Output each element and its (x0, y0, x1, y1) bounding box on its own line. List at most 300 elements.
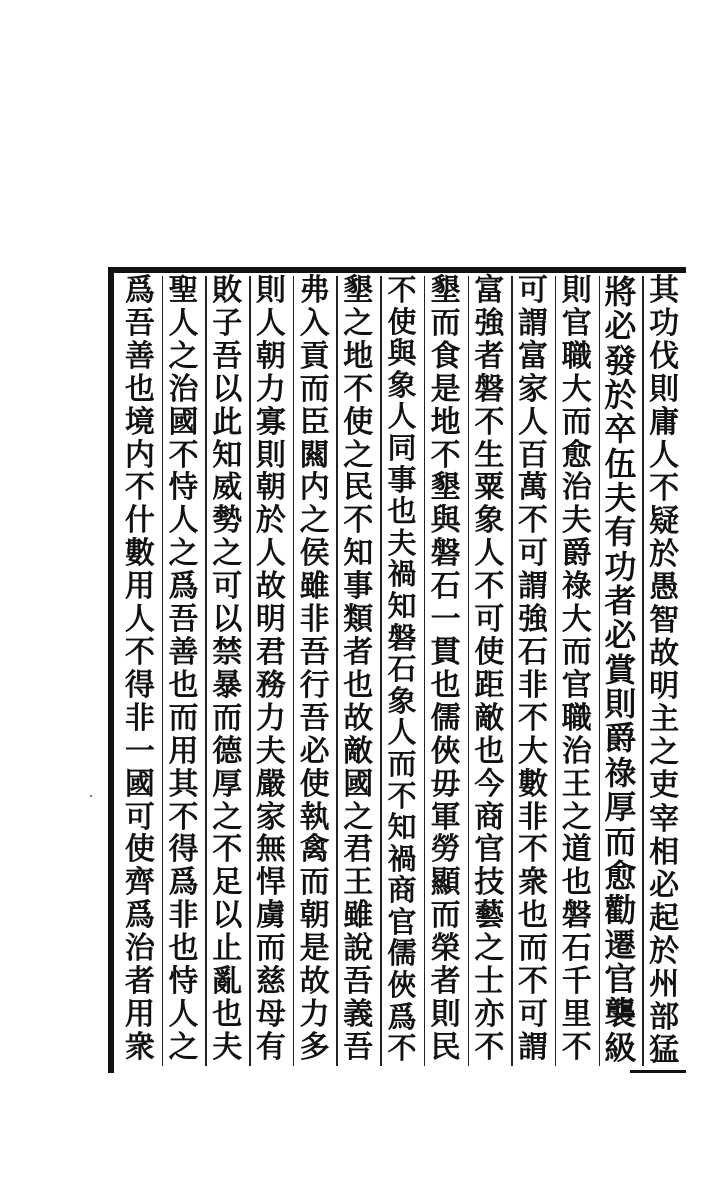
glyph: 類 (343, 602, 374, 638)
glyph: 善 (124, 338, 155, 374)
glyph: 之 (343, 437, 374, 473)
glyph: 而 (561, 634, 592, 670)
glyph: 石 (561, 931, 592, 967)
glyph: 則 (430, 996, 461, 1032)
glyph: 謂 (518, 569, 549, 605)
glyph: 不 (212, 832, 243, 868)
glyph: 而 (561, 404, 592, 440)
glyph: 州 (649, 966, 680, 1002)
glyph: 而 (604, 822, 637, 861)
glyph: 主 (649, 702, 680, 738)
glyph: 之 (649, 735, 680, 771)
glyph: 事 (343, 569, 374, 605)
glyph: 可 (474, 602, 505, 638)
glyph: 者 (343, 634, 374, 670)
glyph: 而 (212, 700, 243, 736)
glyph: 官 (561, 667, 592, 703)
glyph: 之 (343, 305, 374, 341)
glyph: 治 (561, 470, 592, 506)
glyph: 亦 (474, 996, 505, 1032)
glyph: 其 (168, 766, 199, 802)
glyph: 也 (168, 931, 199, 967)
glyph: 地 (343, 338, 374, 374)
glyph: 貢 (299, 338, 330, 374)
glyph: 生 (474, 437, 505, 473)
glyph: 非 (299, 602, 330, 638)
glyph: 粟 (474, 470, 505, 506)
glyph: 之 (168, 338, 199, 374)
glyph: 與 (430, 503, 461, 539)
glyph: 國 (124, 766, 155, 802)
glyph: 勢 (212, 503, 243, 539)
glyph: 不 (474, 1029, 505, 1065)
glyph: 非 (168, 898, 199, 934)
glyph: 而 (518, 931, 549, 967)
glyph: 子 (212, 305, 243, 341)
glyph: 將 (604, 273, 637, 311)
glyph: 人 (255, 305, 286, 341)
glyph: 寡 (255, 404, 286, 440)
glyph: 愚 (649, 570, 680, 606)
glyph: 遷 (604, 925, 637, 964)
glyph: 足 (212, 865, 243, 901)
glyph: 謂 (518, 305, 549, 341)
glyph: 夫 (387, 525, 417, 560)
glyph: 勸 (604, 891, 637, 930)
glyph: 德 (212, 733, 243, 769)
glyph: 敵 (343, 733, 374, 769)
glyph: 雖 (299, 569, 330, 605)
glyph: 之 (299, 503, 330, 539)
glyph: 貫 (430, 634, 461, 670)
text-column (249, 273, 293, 1066)
glyph: 襲 (604, 994, 637, 1033)
glyph: 也 (518, 898, 549, 934)
glyph: 必 (299, 733, 330, 769)
glyph: 家 (255, 799, 286, 835)
glyph: 治 (168, 371, 199, 407)
glyph: 者 (430, 964, 461, 1000)
glyph: 之 (212, 536, 243, 572)
glyph: 敵 (474, 700, 505, 736)
glyph: 什 (124, 503, 155, 539)
glyph: 不 (387, 778, 417, 813)
glyph: 闗 (299, 437, 330, 473)
glyph: 級 (604, 1028, 637, 1067)
glyph: 内 (124, 437, 155, 473)
glyph: 之 (561, 799, 592, 835)
glyph: 朝 (255, 338, 286, 374)
glyph: 事 (387, 462, 417, 497)
glyph: 故 (343, 700, 374, 736)
glyph: 一 (124, 733, 155, 769)
glyph: 治 (561, 733, 592, 769)
glyph: 必 (649, 867, 680, 903)
glyph: 大 (518, 733, 549, 769)
glyph: 之 (474, 931, 505, 967)
glyph: 也 (387, 494, 417, 529)
glyph: 得 (168, 832, 199, 868)
glyph: 人 (124, 602, 155, 638)
glyph: 使 (343, 404, 374, 440)
glyph: 不 (518, 832, 549, 868)
glyph: 人 (255, 536, 286, 572)
glyph: 衆 (518, 865, 549, 901)
glyph: 不 (518, 700, 549, 736)
column-rule (336, 276, 338, 1066)
glyph: 毋 (430, 766, 461, 802)
glyph: 力 (299, 996, 330, 1032)
glyph: 善 (168, 634, 199, 670)
glyph: 也 (430, 667, 461, 703)
glyph: 朝 (255, 470, 286, 506)
glyph: 吾 (343, 964, 374, 1000)
glyph: 而 (299, 371, 330, 407)
glyph: 而 (387, 746, 417, 781)
glyph: 夫 (212, 1029, 243, 1065)
glyph: 萬 (518, 470, 549, 506)
glyph: 弗 (299, 273, 330, 308)
glyph: 不 (518, 964, 549, 1000)
glyph: 入 (299, 305, 330, 341)
glyph: 磐 (474, 371, 505, 407)
glyph: 疑 (649, 504, 680, 540)
glyph: 非 (124, 700, 155, 736)
glyph: 也 (343, 667, 374, 703)
glyph: 故 (299, 964, 330, 1000)
glyph: 其 (649, 273, 680, 308)
glyph: 人 (168, 996, 199, 1032)
glyph: 官 (387, 904, 417, 939)
glyph: 功 (649, 306, 680, 342)
glyph: 行 (299, 667, 330, 703)
glyph: 故 (649, 636, 680, 672)
glyph: 石 (387, 652, 417, 687)
glyph: 必 (604, 307, 637, 346)
glyph: 一 (430, 602, 461, 638)
column-rule (468, 276, 470, 1066)
glyph: 爲 (124, 273, 155, 308)
glyph: 人 (168, 503, 199, 539)
glyph: 使 (124, 832, 155, 868)
glyph: 之 (168, 1029, 199, 1065)
glyph: 夫 (561, 503, 592, 539)
glyph: 於 (649, 933, 680, 969)
glyph: 不 (561, 1029, 592, 1065)
glyph: 明 (649, 669, 680, 705)
glyph: 雖 (343, 898, 374, 934)
glyph: 國 (168, 404, 199, 440)
glyph: 家 (518, 371, 549, 407)
glyph: 此 (212, 404, 243, 440)
glyph: 用 (124, 996, 155, 1032)
glyph: 義 (343, 996, 374, 1032)
glyph: 齊 (124, 865, 155, 901)
text-column (599, 273, 643, 1067)
glyph: 君 (343, 832, 374, 868)
glyph: 厚 (212, 766, 243, 802)
glyph: 恃 (168, 964, 199, 1000)
glyph: 禁 (212, 634, 243, 670)
glyph: 俠 (387, 968, 417, 1003)
glyph: 悍 (255, 865, 286, 901)
glyph: 相 (649, 834, 680, 870)
glyph: 爵 (604, 719, 637, 758)
glyph: 人 (387, 715, 417, 750)
glyph: 人 (649, 438, 680, 474)
glyph: 猛 (649, 1032, 680, 1068)
glyph: 務 (255, 667, 286, 703)
glyph: 不 (430, 437, 461, 473)
column-rule (555, 276, 557, 1066)
glyph: 今 (474, 766, 505, 802)
glyph: 威 (212, 470, 243, 506)
glyph: 必 (604, 616, 637, 655)
glyph: 使 (387, 304, 417, 339)
glyph: 爵 (561, 536, 592, 572)
text-column (118, 273, 162, 1066)
glyph: 吾 (168, 602, 199, 638)
glyph: 於 (255, 503, 286, 539)
glyph: 人 (474, 536, 505, 572)
glyph: 發 (604, 341, 637, 380)
glyph: 多 (299, 1029, 330, 1065)
glyph: 可 (212, 569, 243, 605)
glyph: 人 (168, 305, 199, 341)
glyph: 商 (387, 873, 417, 908)
glyph: 禍 (387, 841, 417, 876)
glyph: 不 (518, 503, 549, 539)
glyph: 以 (212, 898, 243, 934)
glyph: 有 (604, 513, 637, 552)
glyph: 職 (561, 700, 592, 736)
glyph: 強 (474, 305, 505, 341)
glyph: 吾 (299, 700, 330, 736)
text-column (336, 273, 380, 1066)
glyph: 是 (430, 371, 461, 407)
glyph: 儒 (387, 936, 417, 971)
glyph: 侯 (299, 536, 330, 572)
glyph: 石 (430, 569, 461, 605)
glyph: 俠 (430, 733, 461, 769)
glyph: 百 (518, 437, 549, 473)
glyph: 則 (255, 437, 286, 473)
glyph: 吾 (124, 305, 155, 341)
text-column (205, 273, 249, 1066)
glyph: 者 (604, 582, 637, 621)
glyph: 藝 (474, 898, 505, 934)
glyph: 磐 (387, 620, 417, 655)
glyph: 執 (299, 799, 330, 835)
glyph: 虜 (255, 898, 286, 934)
glyph: 賞 (604, 650, 637, 689)
glyph: 伍 (604, 444, 637, 483)
glyph: 謂 (518, 1029, 549, 1065)
glyph: 伐 (649, 339, 680, 375)
frame-bottom-edge (630, 1070, 686, 1073)
glyph: 象 (474, 503, 505, 539)
glyph: 士 (474, 964, 505, 1000)
glyph: 象 (387, 683, 417, 718)
glyph: 於 (649, 537, 680, 573)
glyph: 愈 (561, 437, 592, 473)
glyph: 數 (518, 766, 549, 802)
glyph: 力 (255, 371, 286, 407)
glyph: 者 (124, 964, 155, 1000)
glyph: 以 (212, 602, 243, 638)
glyph: 吏 (649, 768, 680, 804)
glyph: 之 (343, 799, 374, 835)
column-rule (599, 276, 601, 1066)
glyph: 庸 (649, 405, 680, 441)
glyph: 者 (474, 338, 505, 374)
glyph: 技 (474, 865, 505, 901)
glyph: 吾 (212, 338, 243, 374)
glyph: 大 (561, 602, 592, 638)
glyph: 境 (124, 404, 155, 440)
glyph: 墾 (343, 273, 374, 308)
glyph: 慈 (255, 964, 286, 1000)
glyph: 石 (518, 634, 549, 670)
glyph: 君 (255, 634, 286, 670)
glyph: 部 (649, 999, 680, 1035)
column-rule (293, 276, 295, 1066)
glyph: 千 (561, 964, 592, 1000)
glyph: 道 (561, 832, 592, 868)
glyph: 同 (387, 430, 417, 465)
text-column (162, 273, 206, 1066)
glyph: 不 (387, 273, 417, 307)
glyph: 可 (518, 996, 549, 1032)
column-rule (249, 276, 251, 1066)
glyph: 也 (168, 667, 199, 703)
glyph: 不 (474, 404, 505, 440)
glyph: 不 (649, 471, 680, 507)
glyph: 不 (168, 799, 199, 835)
text-column (424, 273, 468, 1066)
glyph: 衆 (124, 1029, 155, 1065)
column-rule (511, 276, 513, 1066)
glyph: 夫 (604, 479, 637, 518)
text-column (468, 273, 512, 1066)
glyph: 之 (212, 799, 243, 835)
glyph: 則 (561, 273, 592, 308)
glyph: 說 (343, 931, 374, 967)
glyph: 也 (212, 996, 243, 1032)
glyph: 儒 (430, 700, 461, 736)
glyph: 爲 (168, 569, 199, 605)
glyph: 榮 (430, 931, 461, 967)
glyph: 民 (343, 470, 374, 506)
glyph: 可 (124, 799, 155, 835)
glyph: 軍 (430, 799, 461, 835)
glyph: 里 (561, 996, 592, 1032)
glyph: 官 (561, 305, 592, 341)
glyph: 用 (124, 569, 155, 605)
glyph: 國 (343, 766, 374, 802)
glyph: 止 (212, 931, 243, 967)
column-rule (205, 276, 207, 1066)
glyph: 使 (299, 766, 330, 802)
glyph: 而 (430, 305, 461, 341)
glyph: 磐 (430, 536, 461, 572)
glyph: 非 (518, 799, 549, 835)
glyph: 於 (604, 376, 637, 415)
glyph: 祿 (604, 753, 637, 792)
glyph: 食 (430, 338, 461, 374)
glyph: 敗 (212, 273, 243, 308)
glyph: 也 (124, 371, 155, 407)
vertical-text-block (118, 273, 686, 1068)
glyph: 距 (474, 667, 505, 703)
glyph: 故 (255, 569, 286, 605)
glyph: 不 (343, 503, 374, 539)
glyph: 厚 (604, 788, 637, 827)
glyph: 磐 (561, 898, 592, 934)
column-rule (642, 276, 644, 1066)
glyph: 也 (474, 733, 505, 769)
glyph: 卒 (604, 410, 637, 449)
glyph: 不 (474, 569, 505, 605)
glyph: 宰 (649, 801, 680, 837)
glyph: 顯 (430, 865, 461, 901)
glyph: 不 (168, 437, 199, 473)
glyph: 不 (387, 1031, 417, 1066)
glyph: 王 (561, 766, 592, 802)
glyph: 起 (649, 900, 680, 936)
text-column (555, 273, 599, 1066)
glyph: 人 (387, 399, 417, 434)
glyph: 可 (518, 273, 549, 308)
glyph: 用 (168, 733, 199, 769)
glyph: 使 (474, 634, 505, 670)
text-column (380, 273, 424, 1066)
glyph: 不 (124, 634, 155, 670)
glyph: 聖 (168, 273, 199, 308)
glyph: 是 (299, 931, 330, 967)
glyph: 恃 (168, 470, 199, 506)
glyph: 墾 (430, 470, 461, 506)
glyph: 大 (561, 371, 592, 407)
glyph: 知 (212, 437, 243, 473)
glyph: 而 (255, 931, 286, 967)
glyph: 王 (343, 865, 374, 901)
glyph: 則 (255, 273, 286, 308)
glyph: 有 (255, 1029, 286, 1065)
glyph: 職 (561, 338, 592, 374)
glyph: 非 (518, 667, 549, 703)
glyph: 與 (387, 336, 417, 371)
glyph: 知 (343, 536, 374, 572)
glyph: 而 (430, 898, 461, 934)
glyph: 夫 (255, 733, 286, 769)
glyph: 之 (168, 536, 199, 572)
glyph: 力 (255, 700, 286, 736)
glyph: 商 (474, 799, 505, 835)
glyph: 民 (430, 1029, 461, 1065)
glyph: 禽 (299, 832, 330, 868)
glyph: 母 (255, 996, 286, 1032)
glyph: 得 (124, 667, 155, 703)
glyph: 墾 (430, 273, 461, 308)
glyph: 富 (474, 273, 505, 308)
glyph: 暴 (212, 667, 243, 703)
glyph: 則 (649, 372, 680, 408)
glyph: 富 (518, 338, 549, 374)
glyph: 爲 (168, 865, 199, 901)
glyph: 治 (124, 931, 155, 967)
glyph: 可 (518, 536, 549, 572)
